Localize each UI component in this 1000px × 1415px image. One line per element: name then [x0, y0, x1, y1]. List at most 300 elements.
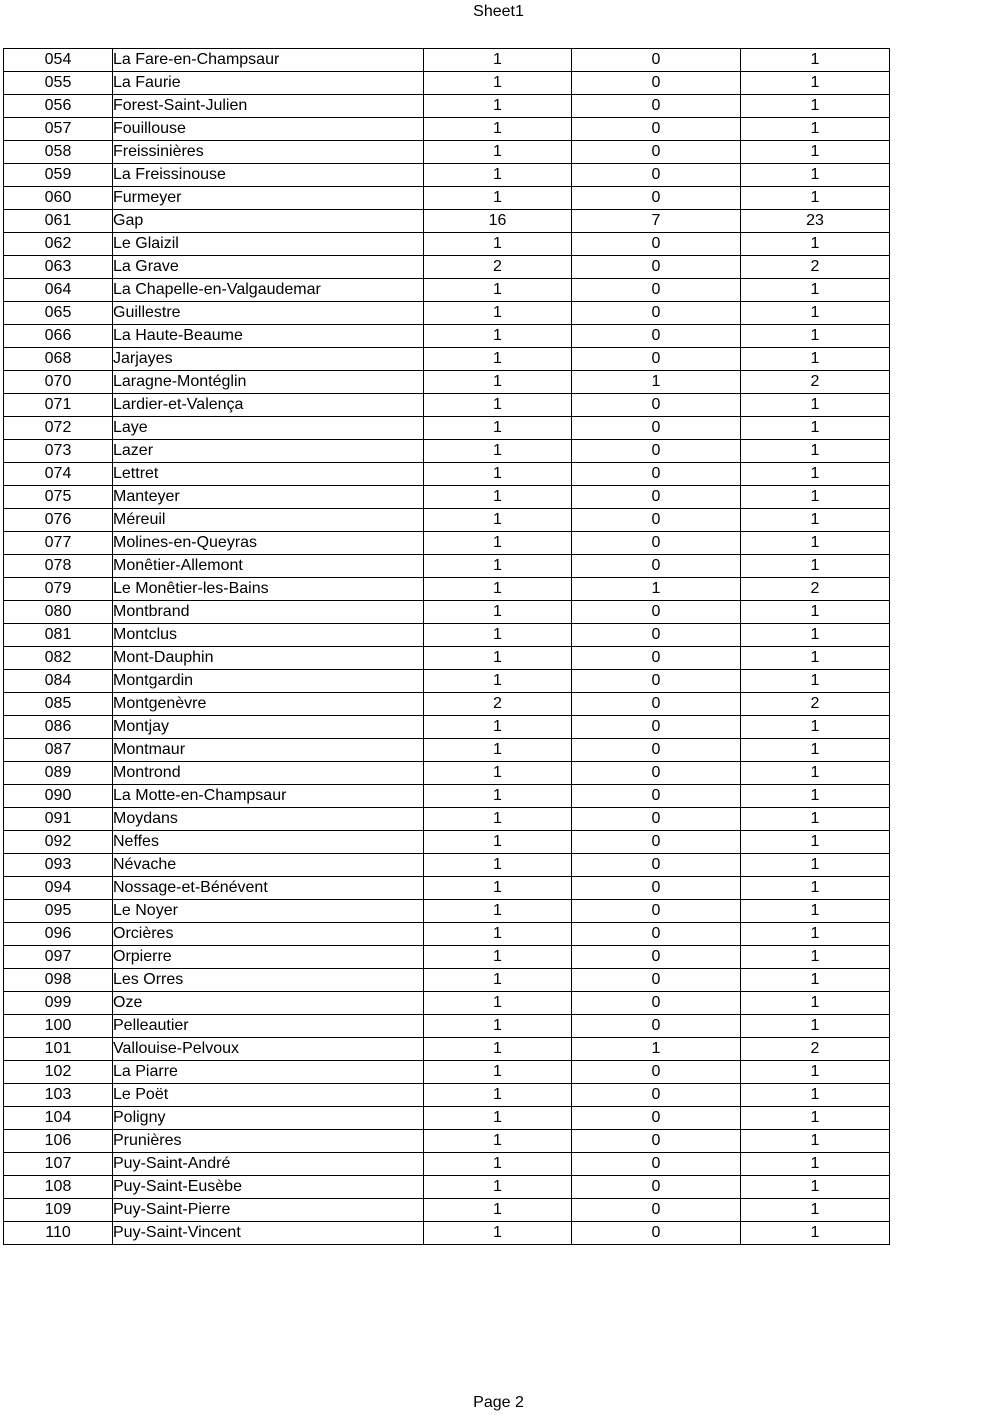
- value-cell-1: 1: [424, 601, 572, 624]
- table-row: [4, 302, 890, 325]
- value-cell-1: 1: [424, 164, 572, 187]
- value-cell-1: 1: [424, 141, 572, 164]
- commune-name-cell: Gap: [113, 210, 424, 233]
- value-cell-1: 1: [424, 969, 572, 992]
- total-cell: 1: [741, 831, 890, 854]
- value-cell-2: 0: [572, 72, 741, 95]
- code-cell: 063: [4, 256, 113, 279]
- table-row: [4, 279, 890, 302]
- value-cell-1: 1: [424, 302, 572, 325]
- table-row: [4, 762, 890, 785]
- code-cell: 082: [4, 647, 113, 670]
- table-row: [4, 1176, 890, 1199]
- value-cell-2: 0: [572, 877, 741, 900]
- commune-name-cell: Freissinières: [113, 141, 424, 164]
- value-cell-2: 0: [572, 831, 741, 854]
- value-cell-1: 1: [424, 118, 572, 141]
- total-cell: 1: [741, 187, 890, 210]
- code-cell: 109: [4, 1199, 113, 1222]
- commune-name-cell: Le Monêtier-les-Bains: [113, 578, 424, 601]
- value-cell-1: 1: [424, 624, 572, 647]
- table-row: [4, 532, 890, 555]
- code-cell: 097: [4, 946, 113, 969]
- total-cell: 1: [741, 1130, 890, 1153]
- table-row: [4, 233, 890, 256]
- value-cell-1: 1: [424, 854, 572, 877]
- code-cell: 054: [4, 49, 113, 72]
- commune-name-cell: Molines-en-Queyras: [113, 532, 424, 555]
- code-cell: 104: [4, 1107, 113, 1130]
- code-cell: 085: [4, 693, 113, 716]
- value-cell-2: 0: [572, 647, 741, 670]
- table-row: [4, 95, 890, 118]
- value-cell-1: 1: [424, 486, 572, 509]
- table-row: [4, 716, 890, 739]
- value-cell-2: 0: [572, 808, 741, 831]
- table-row: [4, 808, 890, 831]
- data-table: [3, 48, 890, 1245]
- table-row: [4, 739, 890, 762]
- table-row: [4, 417, 890, 440]
- total-cell: 1: [741, 739, 890, 762]
- value-cell-2: 0: [572, 348, 741, 371]
- value-cell-1: 1: [424, 808, 572, 831]
- table-row: [4, 854, 890, 877]
- value-cell-1: 2: [424, 693, 572, 716]
- total-cell: 1: [741, 624, 890, 647]
- value-cell-2: 0: [572, 1199, 741, 1222]
- commune-name-cell: Monêtier-Allemont: [113, 555, 424, 578]
- value-cell-1: 1: [424, 1199, 572, 1222]
- total-cell: 1: [741, 233, 890, 256]
- total-cell: 1: [741, 1153, 890, 1176]
- commune-name-cell: Méreuil: [113, 509, 424, 532]
- value-cell-1: 1: [424, 187, 572, 210]
- code-cell: 066: [4, 325, 113, 348]
- value-cell-2: 0: [572, 95, 741, 118]
- total-cell: 1: [741, 72, 890, 95]
- code-cell: 059: [4, 164, 113, 187]
- total-cell: 1: [741, 1199, 890, 1222]
- value-cell-2: 0: [572, 785, 741, 808]
- value-cell-1: 1: [424, 716, 572, 739]
- total-cell: 1: [741, 95, 890, 118]
- code-cell: 073: [4, 440, 113, 463]
- total-cell: 1: [741, 417, 890, 440]
- code-cell: 077: [4, 532, 113, 555]
- value-cell-2: 0: [572, 486, 741, 509]
- total-cell: 1: [741, 969, 890, 992]
- value-cell-2: 0: [572, 1107, 741, 1130]
- value-cell-1: 1: [424, 877, 572, 900]
- commune-name-cell: Puy-Saint-Vincent: [113, 1222, 424, 1245]
- total-cell: 1: [741, 1015, 890, 1038]
- commune-name-cell: Poligny: [113, 1107, 424, 1130]
- table-row: [4, 1199, 890, 1222]
- table-row: [4, 923, 890, 946]
- value-cell-1: 1: [424, 532, 572, 555]
- table-row: [4, 1015, 890, 1038]
- commune-name-cell: Le Noyer: [113, 900, 424, 923]
- commune-name-cell: Manteyer: [113, 486, 424, 509]
- code-cell: 087: [4, 739, 113, 762]
- value-cell-2: 0: [572, 233, 741, 256]
- value-cell-2: 7: [572, 210, 741, 233]
- value-cell-1: 1: [424, 325, 572, 348]
- table-row: [4, 486, 890, 509]
- table-row: [4, 601, 890, 624]
- code-cell: 061: [4, 210, 113, 233]
- value-cell-2: 0: [572, 624, 741, 647]
- table-row: [4, 693, 890, 716]
- total-cell: 1: [741, 1176, 890, 1199]
- table-row: [4, 992, 890, 1015]
- value-cell-1: 16: [424, 210, 572, 233]
- value-cell-1: 1: [424, 946, 572, 969]
- table-row: [4, 647, 890, 670]
- code-cell: 084: [4, 670, 113, 693]
- value-cell-1: 1: [424, 923, 572, 946]
- commune-name-cell: Le Poët: [113, 1084, 424, 1107]
- code-cell: 074: [4, 463, 113, 486]
- code-cell: 064: [4, 279, 113, 302]
- value-cell-1: 1: [424, 1038, 572, 1061]
- value-cell-2: 0: [572, 118, 741, 141]
- value-cell-1: 1: [424, 831, 572, 854]
- commune-name-cell: Orcières: [113, 923, 424, 946]
- commune-name-cell: La Grave: [113, 256, 424, 279]
- value-cell-2: 0: [572, 992, 741, 1015]
- total-cell: 1: [741, 532, 890, 555]
- total-cell: 1: [741, 670, 890, 693]
- commune-name-cell: Montmaur: [113, 739, 424, 762]
- code-cell: 065: [4, 302, 113, 325]
- table-row: [4, 256, 890, 279]
- value-cell-2: 0: [572, 440, 741, 463]
- total-cell: 1: [741, 440, 890, 463]
- value-cell-1: 2: [424, 256, 572, 279]
- commune-name-cell: Les Orres: [113, 969, 424, 992]
- value-cell-1: 1: [424, 72, 572, 95]
- table-row: [4, 831, 890, 854]
- value-cell-1: 1: [424, 348, 572, 371]
- commune-name-cell: Lettret: [113, 463, 424, 486]
- code-cell: 094: [4, 877, 113, 900]
- value-cell-1: 1: [424, 95, 572, 118]
- value-cell-1: 1: [424, 509, 572, 532]
- value-cell-2: 0: [572, 463, 741, 486]
- code-cell: 090: [4, 785, 113, 808]
- value-cell-2: 0: [572, 394, 741, 417]
- total-cell: 1: [741, 325, 890, 348]
- total-cell: 1: [741, 486, 890, 509]
- total-cell: 1: [741, 302, 890, 325]
- total-cell: 1: [741, 1222, 890, 1245]
- total-cell: 23: [741, 210, 890, 233]
- commune-name-cell: Orpierre: [113, 946, 424, 969]
- table-row: [4, 463, 890, 486]
- value-cell-2: 0: [572, 509, 741, 532]
- value-cell-2: 0: [572, 164, 741, 187]
- value-cell-1: 1: [424, 785, 572, 808]
- value-cell-2: 0: [572, 325, 741, 348]
- value-cell-2: 0: [572, 49, 741, 72]
- total-cell: 2: [741, 1038, 890, 1061]
- commune-name-cell: La Piarre: [113, 1061, 424, 1084]
- table-row: [4, 440, 890, 463]
- table-row: [4, 325, 890, 348]
- code-cell: 058: [4, 141, 113, 164]
- value-cell-2: 0: [572, 1130, 741, 1153]
- value-cell-2: 0: [572, 1153, 741, 1176]
- commune-name-cell: La Chapelle-en-Valgaudemar: [113, 279, 424, 302]
- value-cell-1: 1: [424, 555, 572, 578]
- value-cell-1: 1: [424, 1222, 572, 1245]
- commune-name-cell: La Faurie: [113, 72, 424, 95]
- code-cell: 062: [4, 233, 113, 256]
- value-cell-2: 0: [572, 969, 741, 992]
- code-cell: 068: [4, 348, 113, 371]
- table-row: [4, 969, 890, 992]
- value-cell-2: 0: [572, 762, 741, 785]
- total-cell: 1: [741, 647, 890, 670]
- total-cell: 2: [741, 256, 890, 279]
- table-row: [4, 509, 890, 532]
- total-cell: 1: [741, 1061, 890, 1084]
- total-cell: 1: [741, 394, 890, 417]
- commune-name-cell: Puy-Saint-André: [113, 1153, 424, 1176]
- code-cell: 057: [4, 118, 113, 141]
- code-cell: 060: [4, 187, 113, 210]
- value-cell-1: 1: [424, 578, 572, 601]
- total-cell: 1: [741, 141, 890, 164]
- table-row: [4, 1038, 890, 1061]
- value-cell-1: 1: [424, 1061, 572, 1084]
- commune-name-cell: Laragne-Montéglin: [113, 371, 424, 394]
- commune-name-cell: Mont-Dauphin: [113, 647, 424, 670]
- table-row: [4, 900, 890, 923]
- value-cell-1: 1: [424, 463, 572, 486]
- value-cell-2: 1: [572, 1038, 741, 1061]
- value-cell-1: 1: [424, 1153, 572, 1176]
- code-cell: 110: [4, 1222, 113, 1245]
- commune-name-cell: Prunières: [113, 1130, 424, 1153]
- code-cell: 100: [4, 1015, 113, 1038]
- commune-name-cell: Jarjayes: [113, 348, 424, 371]
- table-row: [4, 394, 890, 417]
- table-row: [4, 946, 890, 969]
- value-cell-2: 0: [572, 1176, 741, 1199]
- table-row: [4, 1061, 890, 1084]
- value-cell-2: 0: [572, 302, 741, 325]
- table-row: [4, 1153, 890, 1176]
- value-cell-2: 0: [572, 1222, 741, 1245]
- total-cell: 2: [741, 371, 890, 394]
- value-cell-1: 1: [424, 1176, 572, 1199]
- code-cell: 072: [4, 417, 113, 440]
- code-cell: 107: [4, 1153, 113, 1176]
- commune-name-cell: Oze: [113, 992, 424, 1015]
- value-cell-2: 0: [572, 693, 741, 716]
- total-cell: 1: [741, 118, 890, 141]
- value-cell-1: 1: [424, 417, 572, 440]
- value-cell-2: 0: [572, 256, 741, 279]
- table-row: [4, 1130, 890, 1153]
- total-cell: 1: [741, 946, 890, 969]
- table-row: [4, 1107, 890, 1130]
- code-cell: 098: [4, 969, 113, 992]
- code-cell: 101: [4, 1038, 113, 1061]
- code-cell: 092: [4, 831, 113, 854]
- total-cell: 1: [741, 555, 890, 578]
- value-cell-1: 1: [424, 739, 572, 762]
- value-cell-2: 0: [572, 739, 741, 762]
- value-cell-2: 0: [572, 279, 741, 302]
- commune-name-cell: La Fare-en-Champsaur: [113, 49, 424, 72]
- value-cell-1: 1: [424, 371, 572, 394]
- code-cell: 108: [4, 1176, 113, 1199]
- code-cell: 102: [4, 1061, 113, 1084]
- value-cell-1: 1: [424, 49, 572, 72]
- total-cell: 1: [741, 279, 890, 302]
- value-cell-2: 0: [572, 555, 741, 578]
- page-footer: Page 2: [473, 1394, 524, 1411]
- code-cell: 080: [4, 601, 113, 624]
- value-cell-1: 1: [424, 394, 572, 417]
- value-cell-2: 0: [572, 1061, 741, 1084]
- value-cell-1: 1: [424, 1107, 572, 1130]
- value-cell-2: 0: [572, 900, 741, 923]
- value-cell-1: 1: [424, 279, 572, 302]
- value-cell-2: 0: [572, 923, 741, 946]
- commune-name-cell: Montclus: [113, 624, 424, 647]
- table-row: [4, 141, 890, 164]
- value-cell-1: 1: [424, 1084, 572, 1107]
- table-row: [4, 210, 890, 233]
- total-cell: 1: [741, 49, 890, 72]
- commune-name-cell: Montgenèvre: [113, 693, 424, 716]
- total-cell: 1: [741, 348, 890, 371]
- value-cell-1: 1: [424, 1015, 572, 1038]
- value-cell-2: 1: [572, 371, 741, 394]
- table-row: [4, 348, 890, 371]
- commune-name-cell: Pelleautier: [113, 1015, 424, 1038]
- code-cell: 089: [4, 762, 113, 785]
- total-cell: 1: [741, 164, 890, 187]
- table-row: [4, 785, 890, 808]
- commune-name-cell: La Haute-Beaume: [113, 325, 424, 348]
- value-cell-1: 1: [424, 1130, 572, 1153]
- table-row: [4, 72, 890, 95]
- code-cell: 056: [4, 95, 113, 118]
- value-cell-2: 0: [572, 417, 741, 440]
- value-cell-1: 1: [424, 992, 572, 1015]
- code-cell: 070: [4, 371, 113, 394]
- table-row: [4, 187, 890, 210]
- code-cell: 086: [4, 716, 113, 739]
- value-cell-1: 1: [424, 670, 572, 693]
- total-cell: 2: [741, 578, 890, 601]
- commune-name-cell: La Motte-en-Champsaur: [113, 785, 424, 808]
- commune-name-cell: Montjay: [113, 716, 424, 739]
- value-cell-2: 0: [572, 1084, 741, 1107]
- commune-name-cell: Montrond: [113, 762, 424, 785]
- total-cell: 1: [741, 601, 890, 624]
- code-cell: 055: [4, 72, 113, 95]
- code-cell: 081: [4, 624, 113, 647]
- code-cell: 091: [4, 808, 113, 831]
- code-cell: 078: [4, 555, 113, 578]
- total-cell: 1: [741, 509, 890, 532]
- code-cell: 076: [4, 509, 113, 532]
- value-cell-2: 0: [572, 532, 741, 555]
- table-row: [4, 877, 890, 900]
- commune-name-cell: Puy-Saint-Pierre: [113, 1199, 424, 1222]
- value-cell-2: 0: [572, 187, 741, 210]
- value-cell-2: 0: [572, 854, 741, 877]
- commune-name-cell: Guillestre: [113, 302, 424, 325]
- table-row: [4, 624, 890, 647]
- table-row: [4, 164, 890, 187]
- table-row: [4, 1084, 890, 1107]
- value-cell-2: 1: [572, 578, 741, 601]
- table-row: [4, 578, 890, 601]
- code-cell: 103: [4, 1084, 113, 1107]
- commune-name-cell: Furmeyer: [113, 187, 424, 210]
- total-cell: 1: [741, 1107, 890, 1130]
- total-cell: 1: [741, 877, 890, 900]
- value-cell-2: 0: [572, 141, 741, 164]
- table-row: [4, 670, 890, 693]
- value-cell-2: 0: [572, 601, 741, 624]
- total-cell: 1: [741, 992, 890, 1015]
- commune-name-cell: Le Glaizil: [113, 233, 424, 256]
- commune-name-cell: Lardier-et-Valença: [113, 394, 424, 417]
- total-cell: 2: [741, 693, 890, 716]
- commune-name-cell: Moydans: [113, 808, 424, 831]
- code-cell: 093: [4, 854, 113, 877]
- total-cell: 1: [741, 923, 890, 946]
- total-cell: 1: [741, 716, 890, 739]
- commune-name-cell: La Freissinouse: [113, 164, 424, 187]
- value-cell-1: 1: [424, 233, 572, 256]
- commune-name-cell: Forest-Saint-Julien: [113, 95, 424, 118]
- total-cell: 1: [741, 808, 890, 831]
- total-cell: 1: [741, 1084, 890, 1107]
- table-row: [4, 49, 890, 72]
- value-cell-2: 0: [572, 716, 741, 739]
- code-cell: 106: [4, 1130, 113, 1153]
- sheet-title: Sheet1: [473, 3, 524, 20]
- commune-name-cell: Montgardin: [113, 670, 424, 693]
- total-cell: 1: [741, 463, 890, 486]
- table-row: [4, 1222, 890, 1245]
- commune-name-cell: Laye: [113, 417, 424, 440]
- table-row: [4, 555, 890, 578]
- commune-name-cell: Vallouise-Pelvoux: [113, 1038, 424, 1061]
- total-cell: 1: [741, 785, 890, 808]
- value-cell-1: 1: [424, 440, 572, 463]
- commune-name-cell: Nossage-et-Bénévent: [113, 877, 424, 900]
- total-cell: 1: [741, 854, 890, 877]
- code-cell: 099: [4, 992, 113, 1015]
- commune-name-cell: Neffes: [113, 831, 424, 854]
- commune-name-cell: Fouillouse: [113, 118, 424, 141]
- code-cell: 096: [4, 923, 113, 946]
- code-cell: 095: [4, 900, 113, 923]
- value-cell-2: 0: [572, 1015, 741, 1038]
- value-cell-2: 0: [572, 946, 741, 969]
